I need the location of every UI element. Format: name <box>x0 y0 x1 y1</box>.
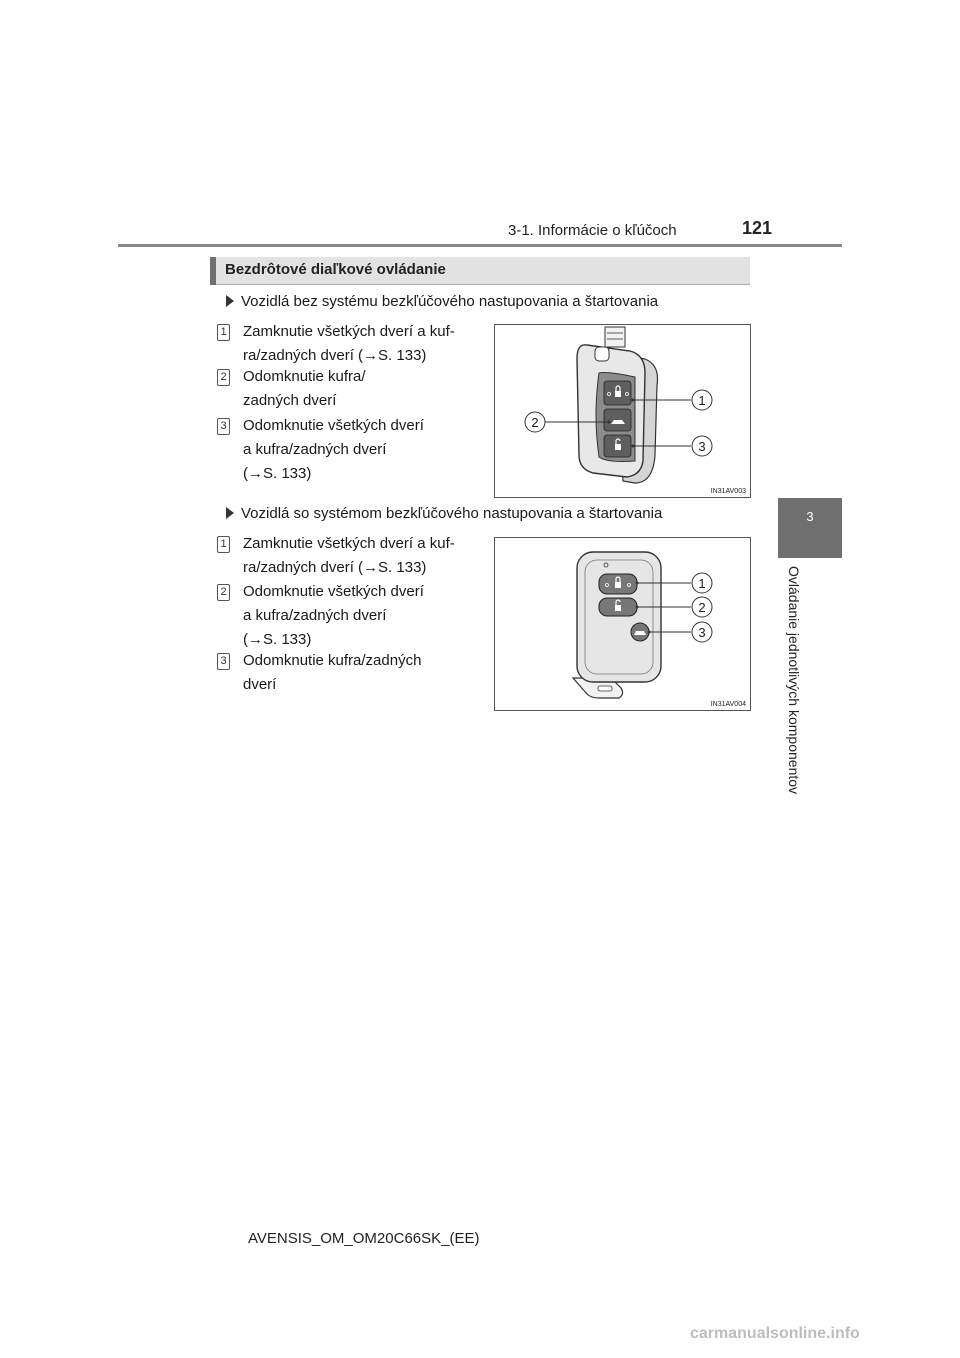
figure-code: IN31AV004 <box>710 701 746 708</box>
list-item-line: ra/zadných dverí (→S. 133) <box>243 559 427 576</box>
page-number: 121 <box>742 218 773 238</box>
flip-key-illustration <box>495 325 750 497</box>
list-item-line: a kufra/zadných dverí <box>243 441 387 458</box>
list-item-line: Odomknutie kufra/zadných <box>243 652 422 669</box>
header-rule <box>118 244 842 247</box>
list-item-line: Odomknutie všetkých dverí <box>243 583 424 600</box>
callout-1: 1 <box>698 576 706 591</box>
document-footer: AVENSIS_OM_OM20C66SK_(EE) <box>248 1230 480 1247</box>
section-title-accent <box>210 257 216 285</box>
list-item-line: (→S. 133) <box>243 631 312 648</box>
list-item-line: ra/zadných dverí (→S. 133) <box>243 347 427 364</box>
section-title: Bezdrôtové diaľkové ovládanie <box>225 261 446 278</box>
list-item-line: Zamknutie všetkých dverí a kuf- <box>243 323 455 340</box>
item-number: 1 <box>217 324 230 341</box>
list-item <box>243 580 424 652</box>
callout-2: 2 <box>531 415 539 430</box>
list-item-line: Odomknutie všetkých dverí <box>243 417 424 434</box>
triangle-bullet-icon <box>226 507 234 519</box>
triangle-bullet-icon <box>226 295 234 307</box>
list-item-line: Odomknutie kufra/ <box>243 368 366 385</box>
list-item <box>243 320 455 368</box>
callout-2: 2 <box>698 600 706 615</box>
bullet-heading-text: Vozidlá bez systému bezkľúčového nastupovania a štartovania <box>241 293 659 310</box>
smart-key-illustration <box>495 538 750 710</box>
figure-code: IN31AV003 <box>710 488 746 495</box>
list-item <box>243 414 424 486</box>
list-item <box>243 532 455 580</box>
bullet-heading-2 <box>226 505 662 522</box>
item-number: 1 <box>217 536 230 553</box>
list-item-line: a kufra/zadných dverí <box>243 607 387 624</box>
figure-smart-key <box>494 537 751 711</box>
chapter-label: Ovládanie jednotlivých komponentov <box>786 566 802 795</box>
running-header: 3-1. Informácie o kľúčoch <box>508 222 677 239</box>
list-item <box>243 649 421 697</box>
item-number: 3 <box>217 653 230 670</box>
chapter-tab: 3 <box>778 498 842 558</box>
list-item-line: zadných dverí <box>243 392 337 409</box>
callout-3: 3 <box>698 439 706 454</box>
list-item-line: dverí <box>243 676 277 693</box>
list-item <box>243 365 366 413</box>
item-number: 3 <box>217 418 230 435</box>
item-number: 2 <box>217 584 230 601</box>
figure-flip-key <box>494 324 751 498</box>
list-item-line: (→S. 133) <box>243 465 312 482</box>
item-number: 2 <box>217 369 230 386</box>
watermark: carmanualsonline.info <box>690 1325 860 1342</box>
bullet-heading-text: Vozidlá so systémom bezkľúčového nastupovania a štartovania <box>241 505 663 522</box>
callout-3: 3 <box>698 625 706 640</box>
bullet-heading-1 <box>226 293 658 310</box>
callout-1: 1 <box>698 393 706 408</box>
list-item-line: Zamknutie všetkých dverí a kuf- <box>243 535 455 552</box>
